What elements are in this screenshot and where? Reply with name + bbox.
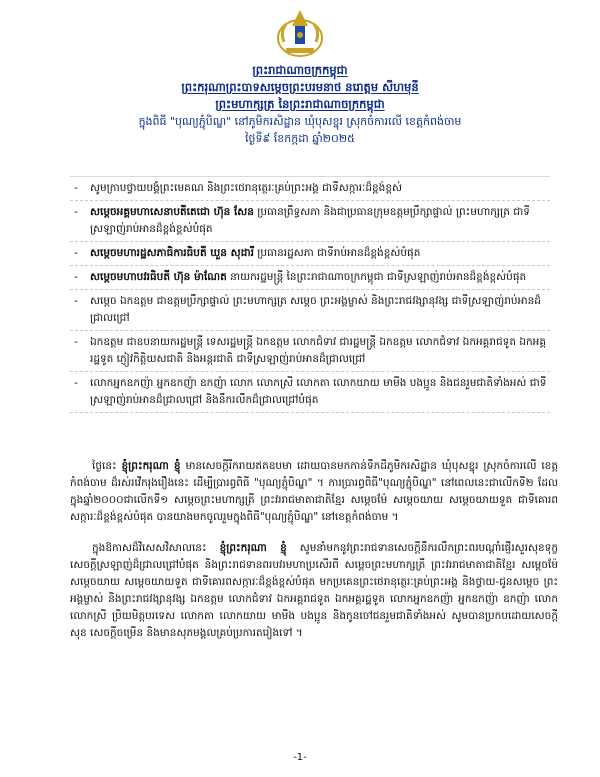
- document-header: [0, 62, 600, 147]
- salutation-item: - សម្តេចមហារដ្ឋសភាធិការធិបតី ឃួន សុដារី ប្រធានរដ្ឋសភា ជាទីរាប់អានដ៏ខ្ពង់ខ្ពស់បំផុត: [70, 242, 550, 266]
- royal-emblem-icon: [272, 4, 328, 60]
- salutation-item: - ឯកឧត្តម ជាឧបនាយករដ្ឋមន្ត្រី ទេសរដ្ឋមន្ត្រី ឯកឧត្តម លោកជំទាវ ជារដ្ឋមន្ត្រី ឯកឧត្តម លោកជំទាវ ឯកអគ្គរាជទូត ឯកអគ្គរដ្ឋទូត ភ្ញៀវកិត្តិយសជាតិ និងអន្តរជាតិ ជាទីស្រឡាញ់រាប់អានដ៏ជ្រាលជ្រៅ: [70, 331, 550, 372]
- paragraph: ថ្ងៃនេះ ខ្ញុំព្រះករុណា ខ្ញុំ មានសេចក្តីរីករាយឥតឧបមា ដោយបានមកកាន់ទឹកដីភូមិករសិដ្ឋាន ឃុំបុសខ្នុរ ស្រុកចំការលើ ខេត្តកំពង់ចាម ដ៏រស់រវើករុងរឿងនេះ ដើម្បីប្រារព្ធពិធី "បុណ្យភ្ជុំបិណ្ឌ" ។ ការប្រារព្ធពិធី"បុណ្យភ្ជុំបិណ្ឌ" នៅពេលនេះជាលើកទី២ ដែលក្នុងឆ្នាំ២០០០ជាលើកទី១ សម្តេចព្រះមហាក្សត្រី ព្រះវររាជមាតាជាតិខ្មែរ សម្តេចម៉ែ សម្តេចយាយ សម្តេចយាយទួត ជាទីគោរពសក្ការៈដ៏ខ្ពង់ខ្ពស់បំផុត បានយាងមកចូលរួមក្នុងពិធី"បុណ្យភ្ជុំបិណ្ឌ" នៅខេត្តកំពង់ចាម ។: [70, 460, 558, 523]
- royal-title-line2: ព្រះមហាក្សត្រ នៃព្រះរាជាណាចក្រកម្ពុជា: [215, 97, 385, 111]
- salutation-item: - សម្តេចអគ្គមហាសេនាបតីតេជោ ហ៊ុន សែន ប្រធានព្រឹទ្ធសភា និងជាប្រធានក្រុមឧត្តមប្រឹក្សាផ្ទាល់ ព្រះមហាក្សត្រ ជាទីស្រឡាញ់រាប់អានដ៏ខ្ពង់ខ្ពស់បំផុត: [70, 201, 550, 242]
- speech-body: [70, 458, 558, 656]
- page-number: -1-: [293, 752, 307, 763]
- salutation-item: - សូមក្រាបថ្វាយបង្គំព្រះមេគណ និងព្រះថេរានុត្ថេរៈគ្រប់ព្រះអង្គ ជាទីសក្ការៈដ៏ខ្ពង់ខ្ពស់: [70, 177, 550, 201]
- salutation-list: [70, 176, 550, 413]
- paragraph: ក្នុងឱកាសដ៏វិសេសវិសាលនេះ ខ្ញុំព្រះករុណា ខ្ញុំ សូមនាំមកនូវព្រះរាជទានសេចក្តីនឹករលឹកព្រះពរបណ្តាំផ្ញើរសួរសុខទុក្ខ សេចក្តីស្រឡាញ់ដ៏ជ្រាលជ្រៅបំផុត និងព្រះរាជទានពរបវរមហាប្រសើរពី សម្តេចព្រះមហាក្សត្រី ព្រះវររាជមាតាជាតិខ្មែរ សម្តេចម៉ែ សម្តេចយាយ សម្តេចយាយទួត ជាទីគោរពសក្ការៈដ៏ខ្ពង់ខ្ពស់បំផុត មកប្រគេនព្រះថេរានុត្ថេរៈគ្រប់ព្រះអង្គ និងថ្វាយ-ជូនសម្តេច ព្រះអង្គម្ចាស់ និងព្រះរាជវង្សានុវង្ស ឯកឧត្តម លោកជំទាវ ឯកអគ្គរាជទូត ឯកអគ្គរដ្ឋទូត លោកអ្នកឧកញ៉ា អ្នកឧកញ៉ា ឧកញ៉ា លោក លោកស្រី ប្រិយមិត្តបរទេស លោកតា លោកយាយ មាមីង បងប្អូន និងកូនចៅជនរួមជាតិទាំងអស់ សូមបានប្រកបដោយសេចក្តីសុខ សេចក្តីចម្រើន និងមានសុភមង្គលគ្រប់ប្រការតរៀងទៅ ។: [70, 542, 558, 639]
- kingdom-title: ព្រះរាជាណាចក្រកម្ពុជា: [252, 63, 348, 77]
- salutation-item: - សម្តេចមហាបវរធិបតី ហ៊ុន ម៉ាណែត នាយករដ្ឋមន្ត្រី នៃព្រះរាជាណាចក្រកម្ពុជា ជាទីស្រឡាញ់រាប់អានដ៏ខ្ពង់ខ្ពស់បំផុត: [70, 266, 550, 290]
- salutation-item: - សម្តេច ឯកឧត្តម ជាឧត្តមប្រឹក្សាផ្ទាល់ ព្រះមហាក្សត្រ សម្តេច ព្រះអង្គម្ចាស់ និងព្រះរាជវង្សានុវង្ស ជាទីស្រឡាញ់រាប់អានដ៏ជ្រាលជ្រៅ: [70, 290, 550, 331]
- date-line: ថ្ងៃទី៩ ខែកក្កដា ឆ្នាំ២០២៥: [245, 132, 355, 145]
- salutation-item: - លោកអ្នកឧកញ៉ា អ្នកឧកញ៉ា ឧកញ៉ា លោក លោកស្រី លោកតា លោកយាយ មាមីង បងប្អូន និងជនរួមជាតិទាំងអស់ ជាទីស្រឡាញ់រាប់អានដ៏ជ្រាលជ្រៅ និងនឹករលឹកដ៏ជ្រាលជ្រៅបំផុត: [70, 372, 550, 413]
- royal-title-line1: ព្រះករុណាព្រះបាទសម្តេចព្រះបរមនាថ នរោត្តម សីហមុនី: [181, 80, 419, 94]
- ceremony-line: ក្នុងពិធី "បុណ្យភ្ជុំបិណ្ឌ" នៅភូមិករសិដ្ឋាន ឃុំបុសខ្នុរ ស្រុកចំការលើ ខេត្តកំពង់ចាម: [138, 115, 462, 128]
